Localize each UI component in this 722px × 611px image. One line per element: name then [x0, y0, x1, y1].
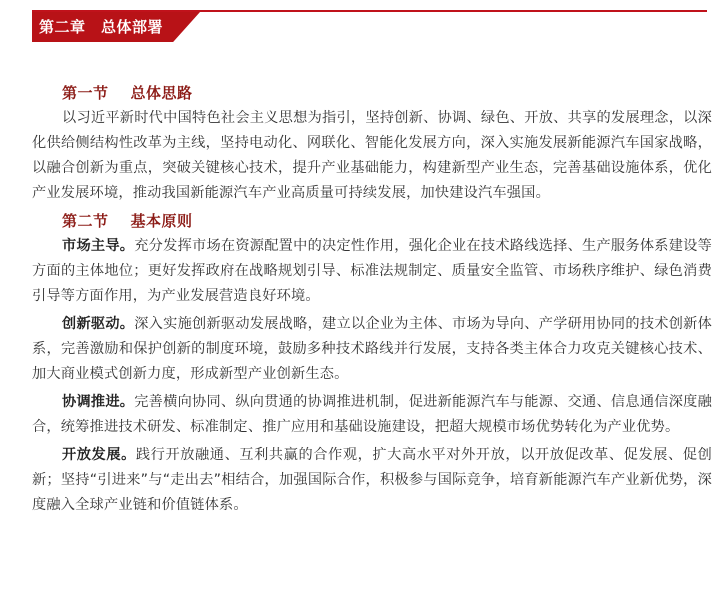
principle-title: 市场主导。 [62, 238, 135, 254]
paragraph [32, 312, 712, 387]
header-rule [32, 10, 707, 12]
paragraph-text: 以习近平新时代中国特色社会主义思想为指引，坚持创新、协调、绿色、开放、共享的发展理念，以深化供给侧结构性改革为主线，坚持电动化、网联化、智能化发展方向，深入实施发展新能源汽车国家战略，以融合创新为重点，突破关键核心技术，提升产业基础能力，构建新型产业生态，完善基础设施体系，优化产业发展环境，推动我国新能源汽车产业高质量可持续发展，加快建设汽车强国。 [32, 110, 712, 201]
paragraph-text: 践行开放融通、互利共赢的合作观，扩大高水平对外开放，以开放促改革、促发展、促创新；坚持“引进来”与“走出去”相结合，加强国际合作，积极参与国际竞争，培育新能源汽车产业新优势，深度融入全球产业链和价值链体系。 [32, 447, 712, 513]
section-name: 总体思路 [130, 84, 193, 102]
paragraph-text: 完善横向协同、纵向贯通的协调推进机制，促进新能源汽车与能源、交通、信息通信深度融合，统筹推进技术研发、标准制定、推广应用和基础设施建设，把超大规模市场优势转化为产业优势。 [32, 394, 712, 435]
document-body [32, 81, 712, 518]
paragraph [32, 390, 712, 440]
paragraph-text: 深入实施创新驱动发展战略，建立以企业为主体、市场为导向、产学研用协同的技术创新体系，完善激励和保护创新的制度环境，鼓励多种技术路线并行发展，支持各类主体合力攻克关键核心技术、加大商业模式创新力度，形成新型产业创新生态。 [32, 316, 712, 382]
paragraph-text: 充分发挥市场在资源配置中的决定性作用，强化企业在技术路线选择、生产服务体系建设等方面的主体地位；更好发挥政府在战略规划引导、标准法规制定、质量安全监管、市场秩序维护、绿色消费引导等方面作用，为产业发展营造良好环境。 [32, 238, 712, 304]
section-heading [32, 81, 712, 106]
principle-title: 协调推进。 [62, 394, 135, 410]
section-number: 第二节 [62, 212, 109, 230]
section-number: 第一节 [62, 84, 109, 102]
chapter-title: 第二章 总体部署 [39, 18, 164, 36]
principle-title: 创新驱动。 [62, 316, 135, 332]
paragraph [32, 443, 712, 518]
section-name: 基本原则 [130, 212, 193, 230]
principle-title: 开放发展。 [62, 447, 136, 463]
paragraph [32, 234, 712, 309]
paragraph [32, 106, 712, 206]
section-heading [32, 209, 712, 234]
